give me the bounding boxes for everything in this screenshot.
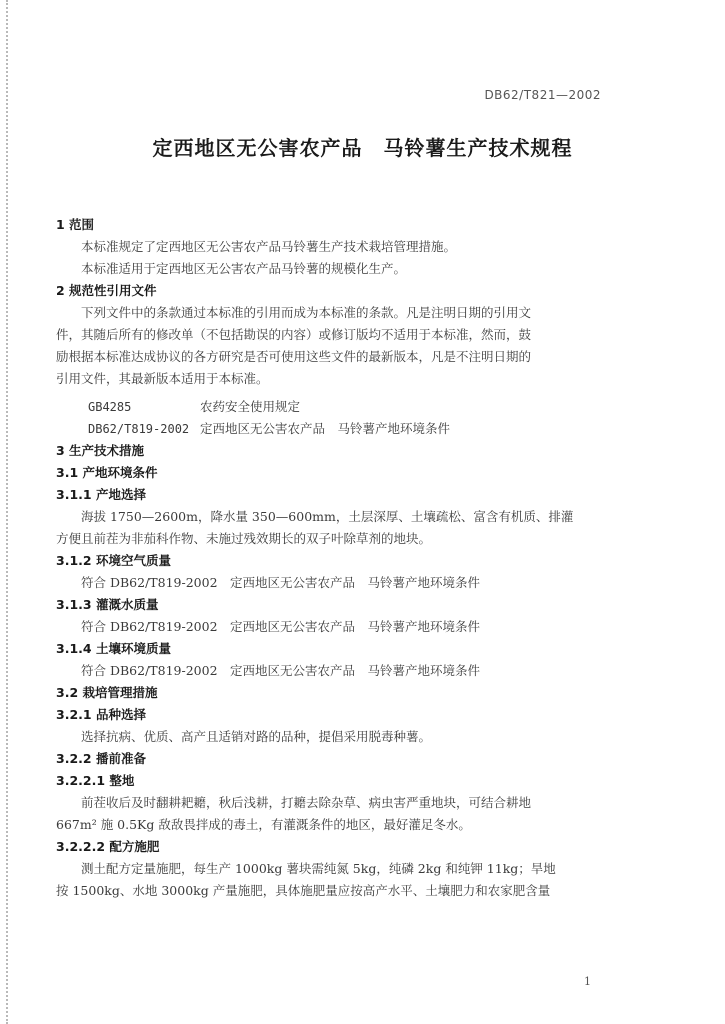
section-heading-3-1-3: 3.1.3 灌溉水质量: [56, 597, 159, 612]
paragraph: 符合 DB62/T819-2002 定西地区无公害农产品 马铃薯产地环境条件: [81, 619, 481, 634]
paragraph-line: 前茬收后及时翻耕耙耱，秋后浅耕，打耱去除杂草、病虫害严重地块，可结合耕地: [81, 795, 532, 810]
section-heading-1: 1 范围: [56, 217, 95, 232]
paragraph: 选择抗病、优质、高产且适销对路的品种，提倡采用脱毒种薯。: [81, 729, 432, 744]
paragraph-line: 引用文件，其最新版本适用于本标准。: [56, 371, 269, 386]
paragraph: 本标准规定了定西地区无公害农产品马铃薯生产技术栽培管理措施。: [81, 239, 457, 254]
reference-item: [56, 418, 616, 440]
reference-name: 定西地区无公害农产品 马铃薯产地环境条件: [200, 421, 451, 436]
paragraph-line: 667m² 施 0.5Kg 敌敌畏拌成的毒土，有灌溉条件的地区，最好灌足冬水。: [56, 817, 471, 832]
document-body: [56, 214, 616, 902]
section-heading-2: 2 规范性引用文件: [56, 283, 157, 298]
paragraph-line: 下列文件中的条款通过本标准的引用而成为本标准的条款。凡是注明日期的引用文: [81, 305, 532, 320]
section-heading-3-1-1: 3.1.1 产地选择: [56, 487, 146, 502]
reference-code: GB4285: [88, 400, 132, 414]
section-heading-3-2-2-2: 3.2.2.2 配方施肥: [56, 839, 160, 854]
section-heading-3-2-2: 3.2.2 播前准备: [56, 751, 146, 766]
reference-code: DB62/T819-2002: [88, 422, 190, 436]
section-heading-3-2-2-1: 3.2.2.1 整地: [56, 773, 135, 788]
paragraph-line: 励根据本标准达成协议的各方研究是否可使用这些文件的最新版本，凡是不注明日期的: [56, 349, 532, 364]
reference-item: [56, 396, 616, 418]
section-heading-3-2-1: 3.2.1 品种选择: [56, 707, 146, 722]
paragraph: 符合 DB62/T819-2002 定西地区无公害农产品 马铃薯产地环境条件: [81, 663, 481, 678]
section-heading-3: 3 生产技术措施: [56, 443, 145, 458]
reference-name: 农药安全使用规定: [200, 399, 301, 414]
document-title: 定西地区无公害农产品 马铃薯生产技术规程: [152, 136, 573, 160]
section-heading-3-1: 3.1 产地环境条件: [56, 465, 158, 480]
paragraph: 本标准适用于定西地区无公害农产品马铃薯的规模化生产。: [81, 261, 407, 276]
paragraph-line: 按 1500kg、水地 3000kg 产量施肥，具体施肥量应按高产水平、土壤肥力和农家肥含量: [56, 883, 551, 898]
paragraph-line: 测土配方定量施肥，每生产 1000kg 薯块需纯氮 5kg，纯磷 2kg 和纯钾 11kg；旱地: [81, 861, 556, 876]
paragraph-line: 海拔 1750—2600m，降水量 350—600mm，土层深厚、土壤疏松、富含有机质、排灌: [81, 509, 574, 524]
section-heading-3-2: 3.2 栽培管理措施: [56, 685, 158, 700]
paragraph-line: 件，其随后所有的修改单（不包括勘误的内容）或修订版均不适用于本标准，然而，鼓: [56, 327, 532, 342]
paragraph: 符合 DB62/T819-2002 定西地区无公害农产品 马铃薯产地环境条件: [81, 575, 481, 590]
document-number: DB62/T821—2002: [484, 88, 601, 102]
section-heading-3-1-2: 3.1.2 环境空气质量: [56, 553, 171, 568]
paragraph-line: 方便且前茬为非茄科作物、未施过残效期长的双子叶除草剂的地块。: [56, 531, 432, 546]
section-heading-3-1-4: 3.1.4 土壤环境质量: [56, 641, 171, 656]
page-number: 1: [584, 975, 591, 988]
